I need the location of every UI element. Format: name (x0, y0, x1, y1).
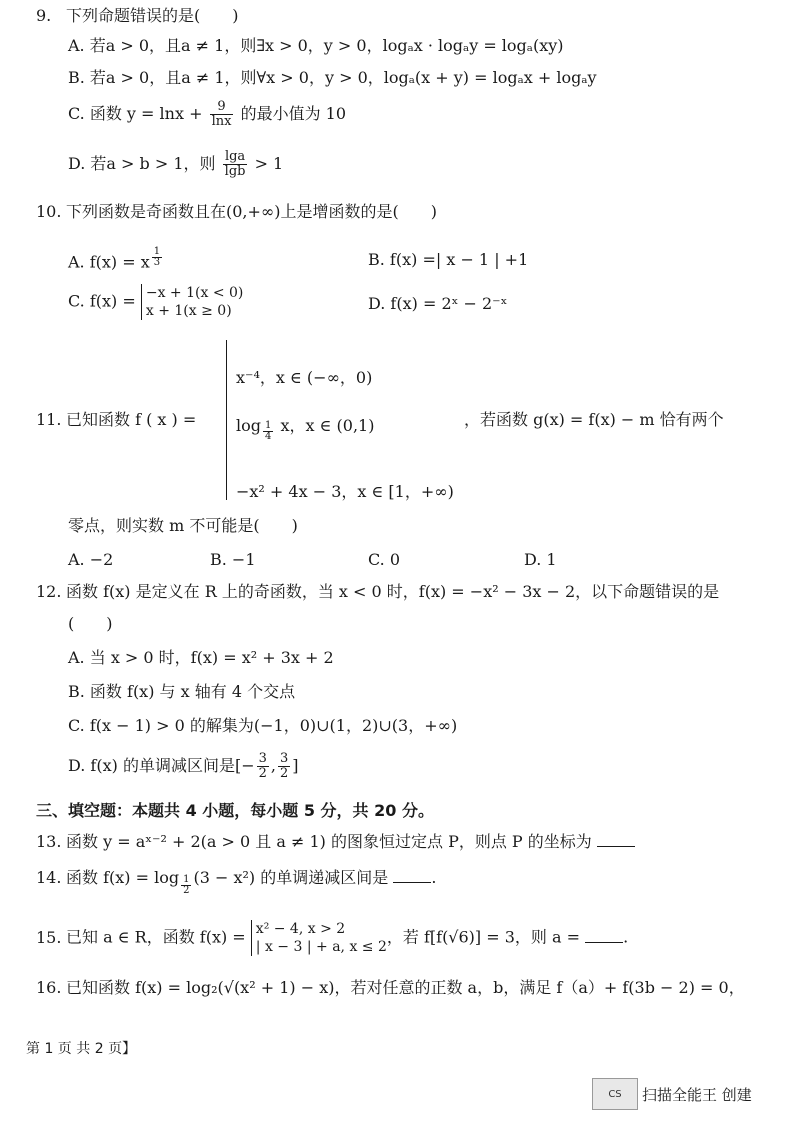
q11-option-a: A. −2 (68, 550, 114, 569)
question-number: 11. (36, 410, 62, 429)
question-stem: 函数 y = aˣ⁻² + 2(a > 0 且 a ≠ 1) 的图象恒过定点 P，则点 P 的坐标为 (66, 832, 592, 851)
question-number: 13. (36, 832, 62, 851)
option-text: D. f(x) 的单调减区间是[− (68, 756, 255, 775)
piecewise-brace (141, 284, 244, 320)
option-text: C. 函数 y = lnx + (68, 104, 203, 123)
denominator: 4 (265, 431, 272, 442)
q11-option-d: D. 1 (524, 550, 557, 569)
q12-option-a: A. 当 x > 0 时，f(x) = x² + 3x + 2 (68, 648, 334, 667)
question-number: 14. (36, 868, 62, 887)
case-2: x + 1(x ≥ 0) (145, 303, 232, 319)
log-text: log (236, 416, 261, 435)
numerator: 1 (183, 874, 190, 885)
case-text: x，x ∈ (0,1) (280, 416, 375, 435)
question-stem: 函数 f(x) = log (66, 868, 180, 887)
denominator: lgb (224, 164, 246, 179)
question-number: 10. (36, 202, 62, 221)
q11-case-3: −x² + 4x − 3，x ∈ [1，+∞) (236, 482, 454, 501)
piecewise-brace (251, 920, 387, 956)
question-number: 16. (36, 978, 62, 997)
case-2: | x − 3 | + a, x ≤ 2 (255, 939, 387, 955)
q10-option-c (68, 284, 243, 320)
option-text: C. f(x) = (68, 291, 136, 311)
denominator: 3 (153, 257, 161, 268)
page-footer: 第 1 页 共 2 页】 (26, 1041, 137, 1057)
q11-option-c: C. 0 (368, 550, 401, 569)
question-14 (36, 866, 436, 896)
log-base-fraction (263, 421, 273, 442)
scanner-watermark-text: 扫描全能王 创建 (642, 1086, 752, 1104)
question-11-stem (36, 408, 196, 432)
question-number: 12. (36, 582, 62, 601)
question-stem-continued: ，若 f[f(√6)] = 3，则 a = (386, 927, 581, 947)
numerator: 3 (258, 751, 267, 766)
option-text: > 1 (254, 154, 284, 173)
question-stem-continued: (3 − x²) 的单调递减区间是 (193, 868, 389, 887)
q10-option-a (68, 246, 164, 274)
q11-stem-continued: ，若函数 g(x) = f(x) − m 恰有两个 (464, 410, 724, 429)
question-stem: 下列函数是奇函数且在(0,+∞)上是增函数的是( ) (66, 202, 437, 221)
denominator: 2 (258, 766, 267, 781)
question-stem: 已知 a ∈ R，函数 f(x) = (66, 927, 246, 947)
q11-case-2 (236, 414, 374, 442)
q11-stem-line-2: 零点，则实数 m 不可能是( ) (68, 516, 298, 535)
q11-option-b: B. −1 (210, 550, 256, 569)
q9-option-b: B. 若a > 0，且a ≠ 1，则∀x > 0，y > 0，logₐ(x + y) = logₐx + logₐy (68, 68, 597, 87)
option-text: D. 若a > b > 1，则 (68, 154, 216, 173)
fraction (278, 752, 290, 781)
question-10 (36, 200, 764, 224)
log-base-fraction (181, 875, 191, 896)
q10-option-d: D. f(x) = 2ˣ − 2⁻ˣ (368, 294, 508, 313)
answer-blank[interactable] (597, 832, 635, 847)
q10-option-b: B. f(x) =| x − 1 | +1 (368, 250, 529, 269)
question-16 (36, 976, 745, 1000)
q12-answer-paren: ( ) (68, 614, 113, 633)
q12-option-d (68, 752, 299, 781)
case-1: x² − 4, x > 2 (255, 921, 346, 937)
q9-option-c (68, 100, 346, 129)
case-1: −x + 1(x < 0) (145, 285, 244, 301)
option-text: ] (292, 756, 299, 775)
question-13 (36, 830, 635, 854)
option-text: 的最小值为 10 (240, 104, 347, 123)
question-number: 15. (36, 927, 62, 947)
fraction (257, 752, 269, 781)
question-12-stem (36, 580, 719, 604)
option-text: , (270, 756, 276, 775)
question-stem: 下列命题错误的是( ) (66, 6, 239, 25)
q9-option-d (68, 150, 283, 179)
piecewise-brace (226, 340, 229, 500)
numerator: 1 (265, 420, 272, 431)
question-stem: 已知函数 f ( x ) = (66, 410, 197, 429)
period: . (431, 868, 437, 887)
exponent-fraction (152, 247, 162, 268)
q9-option-a: A. 若a > 0，且a ≠ 1，则∃x > 0，y > 0，logₐx · logₐy = logₐ(xy) (68, 36, 564, 55)
q12-option-c: C. f(x − 1) > 0 的解集为(−1，0)∪(1，2)∪(3，+∞) (68, 716, 458, 735)
section-heading: 三、填空题：本题共 4 小题，每小题 5 分，共 20 分。 (36, 801, 434, 820)
question-stem: 已知函数 f(x) = log₂(√(x² + 1) − x)，若对任意的正数 a，b，满足 f（a）+ f(3b − 2) = 0， (66, 978, 745, 997)
denominator: 2 (279, 766, 289, 781)
numerator: lga (223, 150, 248, 165)
numerator: 3 (279, 751, 289, 766)
question-9 (36, 4, 764, 28)
denominator: lnx (211, 114, 232, 129)
fraction (210, 100, 234, 129)
question-number: 9. (36, 6, 52, 25)
numerator: 9 (210, 100, 234, 115)
q11-case-1: x⁻⁴，x ∈ (−∞，0) (236, 368, 373, 387)
question-stem: 函数 f(x) 是定义在 R 上的奇函数，当 x < 0 时，f(x) = −x² − 3x − 2，以下命题错误的是 (66, 582, 720, 601)
period: . (623, 927, 629, 947)
option-text: A. f(x) = x (68, 252, 150, 272)
numerator: 1 (153, 246, 161, 257)
fraction (223, 150, 248, 179)
denominator: 2 (183, 885, 190, 896)
q12-option-b: B. 函数 f(x) 与 x 轴有 4 个交点 (68, 682, 296, 701)
answer-blank[interactable] (585, 928, 623, 943)
answer-blank[interactable] (393, 868, 431, 883)
scanner-logo-icon: CS (592, 1078, 638, 1110)
question-15 (36, 920, 628, 956)
